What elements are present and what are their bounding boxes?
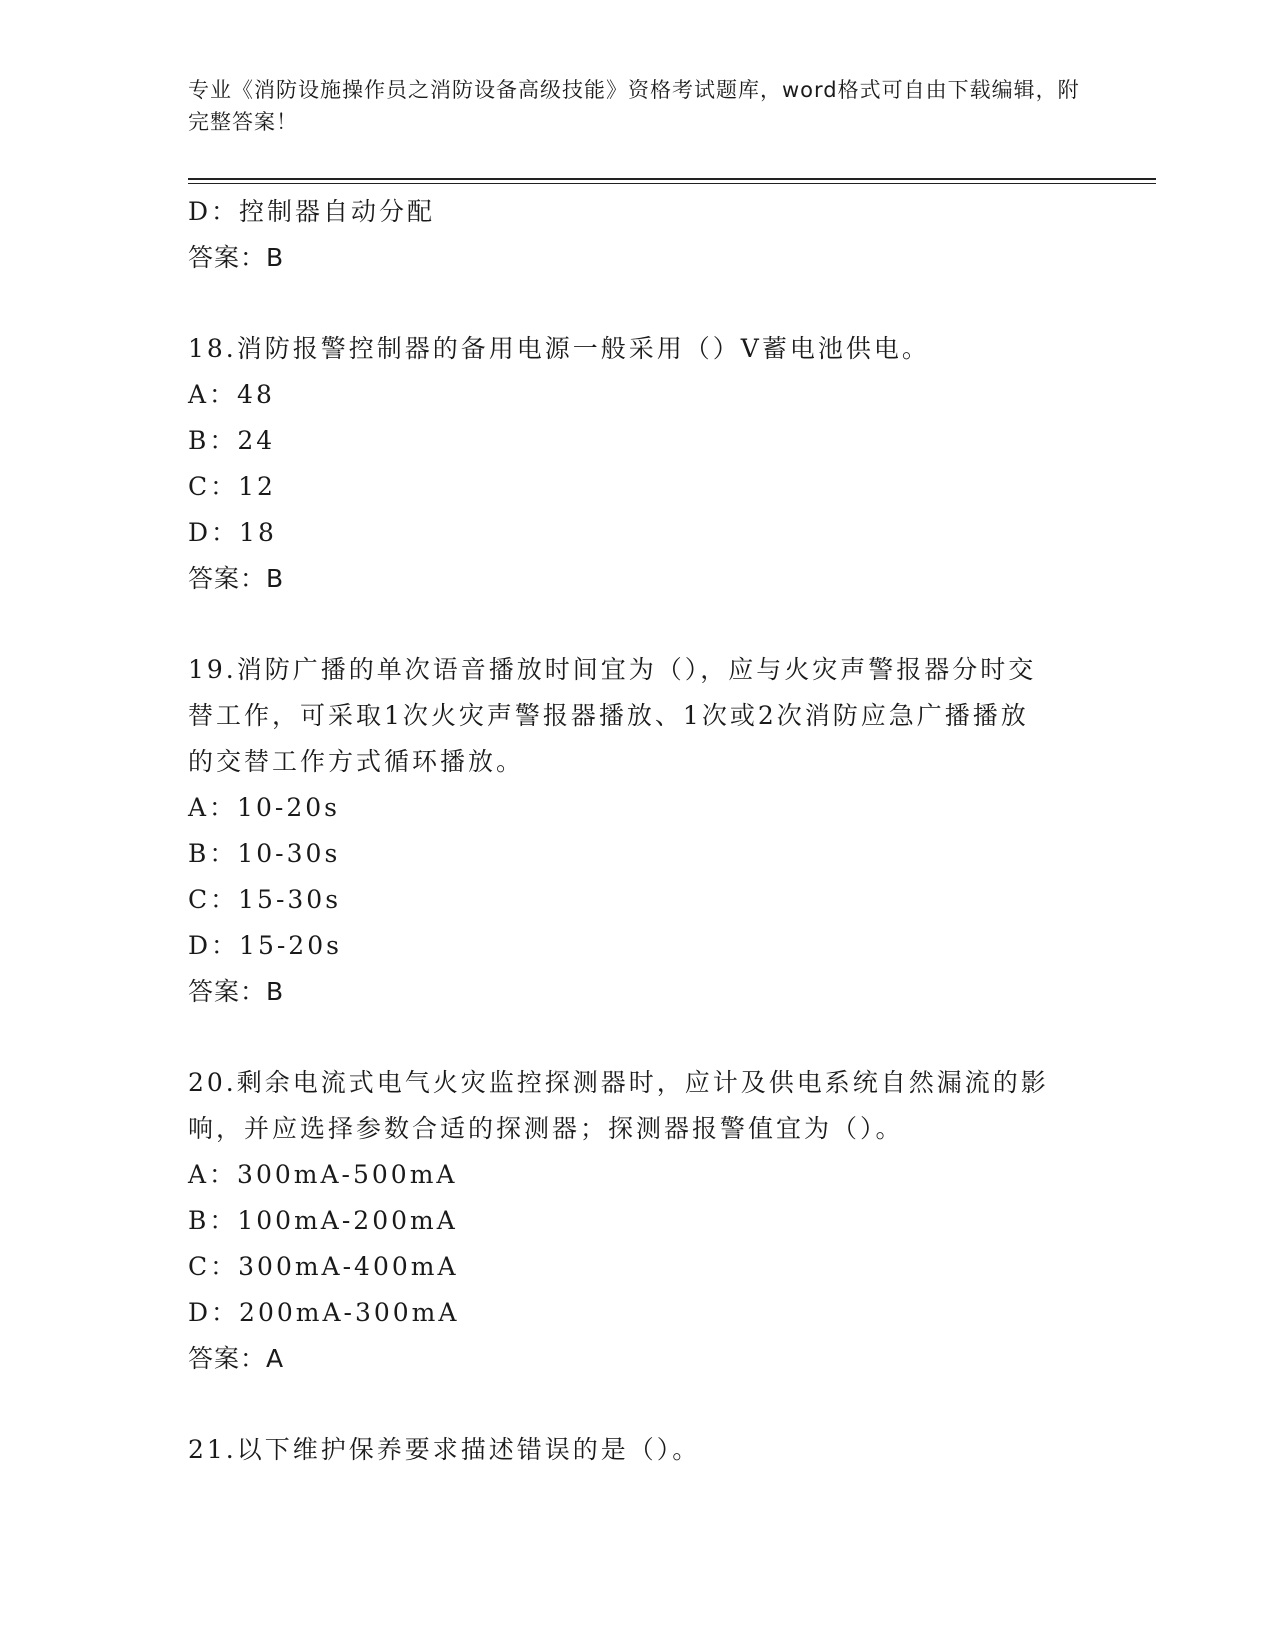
option-d: D：15-20s	[188, 931, 342, 960]
option-b: B：100mA-200mA	[188, 1206, 458, 1235]
header-rule-thick	[188, 178, 1156, 180]
question-list	[188, 189, 1088, 1473]
option-d: D：控制器自动分配	[188, 197, 436, 226]
question-stem: 18.消防报警控制器的备用电源一般采用（）V蓄电池供电。	[188, 334, 930, 363]
answer: 答案：B	[188, 564, 285, 593]
answer: 答案：B	[188, 977, 285, 1006]
question-stem-line: 的交替工作方式循环播放。	[188, 747, 525, 776]
option-c: C：15-30s	[188, 885, 342, 914]
question-stem-line: 19.消防广播的单次语音播放时间宜为（），应与火灾声警报器分时交	[188, 655, 1037, 684]
answer: 答案：A	[188, 1344, 285, 1373]
option-d: D：18	[188, 518, 277, 547]
answer: 答案：B	[188, 243, 285, 272]
option-b: B：24	[188, 426, 276, 455]
option-d: D：200mA-300mA	[188, 1298, 460, 1327]
option-a: A：300mA-500mA	[188, 1160, 458, 1189]
question-stem-line: 20.剩余电流式电气火灾监控探测器时，应计及供电系统自然漏流的影	[188, 1068, 1049, 1097]
question-stem: 21.以下维护保养要求描述错误的是（）。	[188, 1435, 701, 1464]
header-rule-thin	[188, 183, 1156, 184]
option-c: C：300mA-400mA	[188, 1252, 459, 1281]
option-b: B：10-30s	[188, 839, 341, 868]
document-header: 专业《消防设施操作员之消防设备高级技能》资格考试题库，word格式可自由下载编辑，附完整答案！	[188, 78, 1080, 134]
question-stem-line: 替工作，可采取1次火灾声警报器播放、1次或2次消防应急广播播放	[188, 701, 1029, 730]
question-stem-line: 响，并应选择参数合适的探测器；探测器报警值宜为（）。	[188, 1114, 904, 1143]
option-a: A：10-20s	[188, 793, 340, 822]
option-c: C：12	[188, 472, 276, 501]
option-a: A：48	[188, 380, 275, 409]
